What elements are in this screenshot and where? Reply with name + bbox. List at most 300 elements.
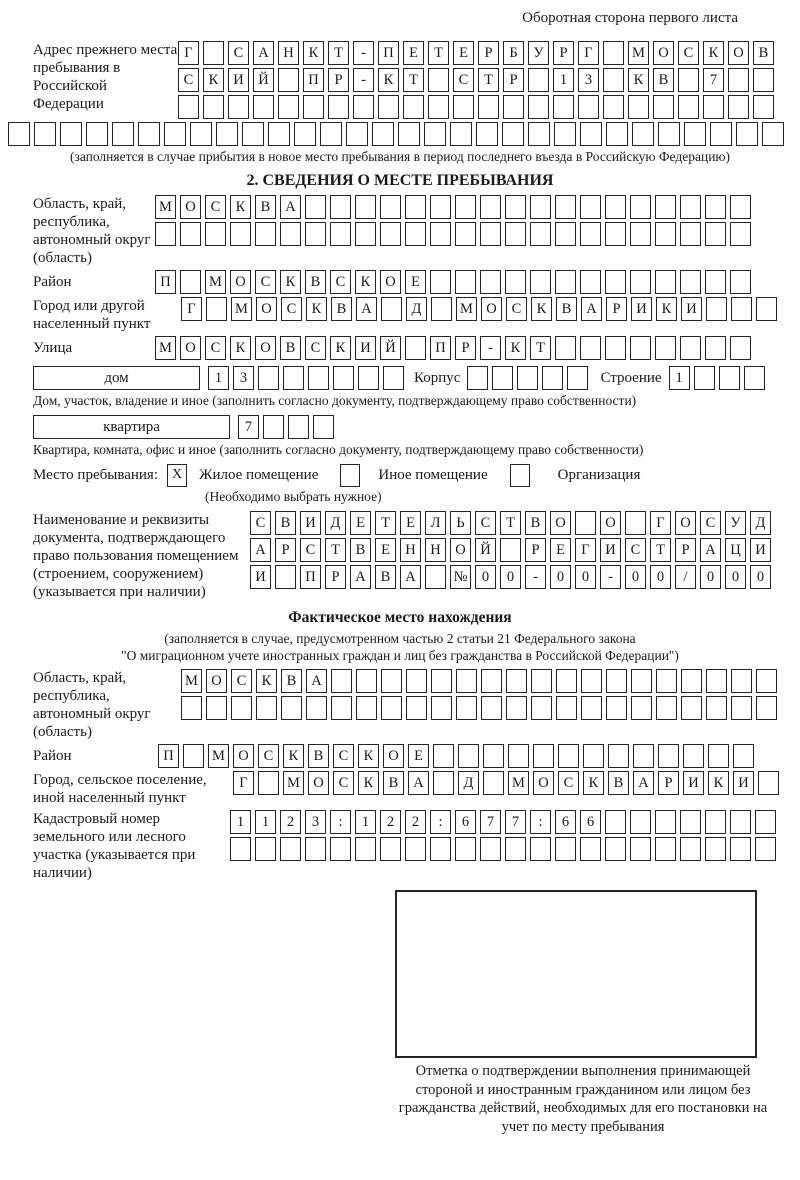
char-cell[interactable]: Т — [328, 41, 349, 65]
char-cell[interactable]: 0 — [575, 565, 596, 589]
char-cell[interactable] — [567, 366, 588, 390]
char-cell[interactable]: С — [205, 336, 226, 360]
char-cell[interactable] — [405, 837, 426, 861]
char-cell[interactable]: 2 — [380, 810, 401, 834]
char-cell[interactable]: О — [180, 195, 201, 219]
char-cell[interactable] — [430, 270, 451, 294]
char-cell[interactable]: И — [355, 336, 376, 360]
char-cell[interactable]: 0 — [625, 565, 646, 589]
char-cell[interactable]: К — [256, 669, 277, 693]
char-cell[interactable] — [355, 837, 376, 861]
char-cell[interactable] — [505, 195, 526, 219]
char-cell[interactable]: - — [353, 41, 374, 65]
char-cell[interactable] — [431, 297, 452, 321]
char-cell[interactable]: С — [678, 41, 699, 65]
char-cell[interactable] — [206, 696, 227, 720]
char-cell[interactable] — [730, 810, 751, 834]
char-cell[interactable] — [268, 122, 290, 146]
char-cell[interactable] — [508, 744, 529, 768]
char-cell[interactable]: М — [628, 41, 649, 65]
char-cell[interactable]: Е — [453, 41, 474, 65]
char-cell[interactable]: Т — [478, 68, 499, 92]
char-cell[interactable]: С — [255, 270, 276, 294]
char-cell[interactable]: 0 — [725, 565, 746, 589]
char-cell[interactable] — [606, 696, 627, 720]
char-cell[interactable]: А — [408, 771, 429, 795]
char-cell[interactable] — [762, 122, 784, 146]
char-cell[interactable]: К — [628, 68, 649, 92]
char-cell[interactable]: Т — [650, 538, 671, 562]
char-cell[interactable] — [705, 810, 726, 834]
char-cell[interactable] — [180, 270, 201, 294]
char-cell[interactable]: / — [675, 565, 696, 589]
char-cell[interactable] — [506, 669, 527, 693]
char-cell[interactable] — [281, 696, 302, 720]
char-cell[interactable] — [178, 95, 199, 119]
char-cell[interactable]: П — [158, 744, 179, 768]
char-cell[interactable] — [530, 222, 551, 246]
char-cell[interactable] — [730, 336, 751, 360]
char-cell[interactable] — [632, 122, 654, 146]
char-cell[interactable] — [630, 336, 651, 360]
char-cell[interactable] — [656, 669, 677, 693]
char-cell[interactable] — [228, 95, 249, 119]
char-cell[interactable] — [381, 696, 402, 720]
char-cell[interactable] — [608, 744, 629, 768]
char-cell[interactable] — [480, 195, 501, 219]
char-cell[interactable] — [530, 195, 551, 219]
char-cell[interactable]: И — [681, 297, 702, 321]
char-cell[interactable] — [502, 122, 524, 146]
char-cell[interactable] — [681, 696, 702, 720]
char-cell[interactable]: 1 — [255, 810, 276, 834]
char-cell[interactable] — [655, 222, 676, 246]
char-cell[interactable]: Д — [325, 511, 346, 535]
char-cell[interactable] — [398, 122, 420, 146]
char-cell[interactable] — [356, 669, 377, 693]
char-cell[interactable] — [531, 696, 552, 720]
char-cell[interactable] — [383, 366, 404, 390]
char-cell[interactable] — [255, 837, 276, 861]
char-cell[interactable]: К — [656, 297, 677, 321]
char-cell[interactable] — [681, 669, 702, 693]
char-cell[interactable]: 1 — [553, 68, 574, 92]
house-type-box[interactable]: дом — [33, 366, 200, 390]
char-cell[interactable]: О — [533, 771, 554, 795]
char-cell[interactable]: Г — [575, 538, 596, 562]
char-cell[interactable]: Д — [458, 771, 479, 795]
char-cell[interactable] — [580, 270, 601, 294]
char-cell[interactable]: 0 — [700, 565, 721, 589]
char-cell[interactable]: Ц — [725, 538, 746, 562]
char-cell[interactable]: 2 — [280, 810, 301, 834]
char-cell[interactable] — [356, 696, 377, 720]
char-cell[interactable] — [683, 744, 704, 768]
char-cell[interactable] — [528, 95, 549, 119]
char-cell[interactable] — [730, 270, 751, 294]
char-cell[interactable] — [705, 222, 726, 246]
char-cell[interactable] — [138, 122, 160, 146]
char-cell[interactable]: Р — [503, 68, 524, 92]
char-cell[interactable] — [8, 122, 30, 146]
char-cell[interactable]: Т — [500, 511, 521, 535]
char-cell[interactable] — [630, 837, 651, 861]
char-cell[interactable]: О — [230, 270, 251, 294]
char-cell[interactable]: 7 — [505, 810, 526, 834]
char-cell[interactable]: О — [256, 297, 277, 321]
char-cell[interactable]: С — [205, 195, 226, 219]
char-cell[interactable] — [605, 195, 626, 219]
char-cell[interactable] — [433, 744, 454, 768]
char-cell[interactable] — [308, 366, 329, 390]
char-cell[interactable] — [753, 68, 774, 92]
char-cell[interactable] — [275, 565, 296, 589]
char-cell[interactable] — [467, 366, 488, 390]
char-cell[interactable]: Й — [253, 68, 274, 92]
char-cell[interactable]: К — [303, 41, 324, 65]
char-cell[interactable] — [280, 837, 301, 861]
char-cell[interactable]: 7 — [480, 810, 501, 834]
char-cell[interactable] — [655, 195, 676, 219]
char-cell[interactable] — [505, 270, 526, 294]
char-cell[interactable]: Л — [425, 511, 446, 535]
char-cell[interactable]: А — [356, 297, 377, 321]
char-cell[interactable]: С — [231, 669, 252, 693]
char-cell[interactable] — [705, 270, 726, 294]
char-cell[interactable]: Р — [478, 41, 499, 65]
char-cell[interactable]: С — [333, 771, 354, 795]
char-cell[interactable] — [330, 837, 351, 861]
char-cell[interactable] — [500, 538, 521, 562]
char-cell[interactable] — [278, 95, 299, 119]
char-cell[interactable] — [453, 95, 474, 119]
char-cell[interactable]: М — [508, 771, 529, 795]
char-cell[interactable]: С — [453, 68, 474, 92]
char-cell[interactable] — [680, 195, 701, 219]
char-cell[interactable]: : — [530, 810, 551, 834]
char-cell[interactable] — [528, 122, 550, 146]
char-cell[interactable] — [655, 270, 676, 294]
char-cell[interactable]: Н — [425, 538, 446, 562]
char-cell[interactable] — [684, 122, 706, 146]
char-cell[interactable]: Е — [375, 538, 396, 562]
char-cell[interactable]: Р — [455, 336, 476, 360]
char-cell[interactable]: В — [525, 511, 546, 535]
char-cell[interactable] — [230, 837, 251, 861]
char-cell[interactable]: Е — [350, 511, 371, 535]
char-cell[interactable] — [517, 366, 538, 390]
char-cell[interactable] — [744, 366, 765, 390]
char-cell[interactable] — [680, 810, 701, 834]
char-cell[interactable] — [653, 95, 674, 119]
char-cell[interactable]: № — [450, 565, 471, 589]
char-cell[interactable] — [583, 744, 604, 768]
char-cell[interactable] — [428, 68, 449, 92]
char-cell[interactable] — [706, 297, 727, 321]
char-cell[interactable] — [706, 696, 727, 720]
char-cell[interactable]: А — [633, 771, 654, 795]
char-cell[interactable] — [255, 222, 276, 246]
char-cell[interactable] — [555, 195, 576, 219]
char-cell[interactable] — [505, 222, 526, 246]
char-cell[interactable] — [728, 95, 749, 119]
char-cell[interactable]: М — [456, 297, 477, 321]
char-cell[interactable]: Е — [408, 744, 429, 768]
char-cell[interactable]: С — [178, 68, 199, 92]
char-cell[interactable]: В — [281, 669, 302, 693]
char-cell[interactable]: Д — [406, 297, 427, 321]
char-cell[interactable] — [203, 95, 224, 119]
char-cell[interactable]: В — [556, 297, 577, 321]
char-cell[interactable] — [505, 837, 526, 861]
char-cell[interactable] — [658, 744, 679, 768]
char-cell[interactable]: Ь — [450, 511, 471, 535]
char-cell[interactable]: В — [383, 771, 404, 795]
char-cell[interactable] — [483, 744, 504, 768]
char-cell[interactable] — [283, 366, 304, 390]
char-cell[interactable]: Р — [658, 771, 679, 795]
char-cell[interactable] — [478, 95, 499, 119]
char-cell[interactable] — [556, 696, 577, 720]
char-cell[interactable]: А — [250, 538, 271, 562]
char-cell[interactable] — [480, 270, 501, 294]
char-cell[interactable] — [630, 270, 651, 294]
char-cell[interactable]: В — [255, 195, 276, 219]
char-cell[interactable] — [528, 68, 549, 92]
char-cell[interactable] — [381, 297, 402, 321]
char-cell[interactable] — [253, 95, 274, 119]
char-cell[interactable] — [190, 122, 212, 146]
char-cell[interactable] — [216, 122, 238, 146]
char-cell[interactable]: К — [230, 336, 251, 360]
char-cell[interactable]: О — [728, 41, 749, 65]
char-cell[interactable]: О — [481, 297, 502, 321]
char-cell[interactable]: К — [378, 68, 399, 92]
char-cell[interactable]: С — [558, 771, 579, 795]
char-cell[interactable] — [580, 122, 602, 146]
char-cell[interactable]: А — [306, 669, 327, 693]
char-cell[interactable]: С — [228, 41, 249, 65]
char-cell[interactable] — [710, 122, 732, 146]
char-cell[interactable]: Е — [403, 41, 424, 65]
char-cell[interactable]: У — [528, 41, 549, 65]
char-cell[interactable]: 1 — [230, 810, 251, 834]
char-cell[interactable]: 7 — [238, 415, 259, 439]
char-cell[interactable]: Т — [428, 41, 449, 65]
char-cell[interactable] — [256, 696, 277, 720]
char-cell[interactable]: К — [505, 336, 526, 360]
char-cell[interactable] — [731, 669, 752, 693]
char-cell[interactable] — [180, 222, 201, 246]
char-cell[interactable] — [278, 68, 299, 92]
char-cell[interactable] — [263, 415, 284, 439]
char-cell[interactable] — [581, 669, 602, 693]
char-cell[interactable]: У — [725, 511, 746, 535]
char-cell[interactable]: К — [306, 297, 327, 321]
char-cell[interactable] — [678, 68, 699, 92]
char-cell[interactable] — [328, 95, 349, 119]
char-cell[interactable] — [405, 195, 426, 219]
char-cell[interactable]: С — [475, 511, 496, 535]
char-cell[interactable] — [258, 366, 279, 390]
char-cell[interactable] — [405, 336, 426, 360]
char-cell[interactable] — [430, 222, 451, 246]
char-cell[interactable] — [554, 122, 576, 146]
char-cell[interactable]: К — [203, 68, 224, 92]
char-cell[interactable]: М — [208, 744, 229, 768]
char-cell[interactable]: Н — [400, 538, 421, 562]
char-cell[interactable] — [60, 122, 82, 146]
char-cell[interactable] — [728, 68, 749, 92]
char-cell[interactable] — [555, 837, 576, 861]
char-cell[interactable]: Г — [233, 771, 254, 795]
char-cell[interactable]: К — [583, 771, 604, 795]
char-cell[interactable]: В — [308, 744, 329, 768]
char-cell[interactable]: 6 — [555, 810, 576, 834]
char-cell[interactable]: О — [308, 771, 329, 795]
char-cell[interactable] — [355, 222, 376, 246]
char-cell[interactable] — [431, 669, 452, 693]
char-cell[interactable]: 1 — [669, 366, 690, 390]
char-cell[interactable] — [305, 837, 326, 861]
char-cell[interactable]: О — [380, 270, 401, 294]
char-cell[interactable]: Е — [550, 538, 571, 562]
char-cell[interactable]: И — [250, 565, 271, 589]
char-cell[interactable] — [630, 222, 651, 246]
char-cell[interactable] — [753, 95, 774, 119]
char-cell[interactable]: Р — [325, 565, 346, 589]
char-cell[interactable]: Р — [275, 538, 296, 562]
char-cell[interactable] — [258, 771, 279, 795]
char-cell[interactable] — [680, 270, 701, 294]
other-premises-checkbox[interactable] — [340, 464, 360, 487]
char-cell[interactable] — [306, 696, 327, 720]
char-cell[interactable]: П — [155, 270, 176, 294]
char-cell[interactable] — [628, 95, 649, 119]
char-cell[interactable] — [733, 744, 754, 768]
char-cell[interactable]: К — [355, 270, 376, 294]
char-cell[interactable]: - — [480, 336, 501, 360]
char-cell[interactable] — [555, 336, 576, 360]
char-cell[interactable]: Н — [278, 41, 299, 65]
char-cell[interactable] — [533, 744, 554, 768]
char-cell[interactable] — [705, 837, 726, 861]
char-cell[interactable] — [678, 95, 699, 119]
char-cell[interactable] — [656, 696, 677, 720]
char-cell[interactable] — [503, 95, 524, 119]
char-cell[interactable]: К — [330, 336, 351, 360]
char-cell[interactable]: К — [230, 195, 251, 219]
char-cell[interactable] — [330, 222, 351, 246]
char-cell[interactable]: 0 — [650, 565, 671, 589]
char-cell[interactable] — [331, 669, 352, 693]
char-cell[interactable] — [758, 771, 779, 795]
char-cell[interactable] — [755, 810, 776, 834]
char-cell[interactable] — [706, 669, 727, 693]
char-cell[interactable]: В — [608, 771, 629, 795]
char-cell[interactable]: А — [700, 538, 721, 562]
char-cell[interactable] — [480, 222, 501, 246]
char-cell[interactable] — [203, 41, 224, 65]
char-cell[interactable] — [320, 122, 342, 146]
char-cell[interactable]: Т — [403, 68, 424, 92]
char-cell[interactable]: К — [708, 771, 729, 795]
char-cell[interactable] — [603, 68, 624, 92]
char-cell[interactable]: А — [400, 565, 421, 589]
char-cell[interactable]: Д — [750, 511, 771, 535]
char-cell[interactable]: 7 — [703, 68, 724, 92]
char-cell[interactable]: Р — [328, 68, 349, 92]
char-cell[interactable]: В — [275, 511, 296, 535]
char-cell[interactable] — [580, 222, 601, 246]
char-cell[interactable]: В — [350, 538, 371, 562]
char-cell[interactable] — [181, 696, 202, 720]
char-cell[interactable] — [705, 195, 726, 219]
char-cell[interactable] — [756, 297, 777, 321]
char-cell[interactable] — [625, 511, 646, 535]
char-cell[interactable] — [605, 837, 626, 861]
char-cell[interactable] — [655, 837, 676, 861]
char-cell[interactable] — [705, 336, 726, 360]
char-cell[interactable]: - — [353, 68, 374, 92]
char-cell[interactable] — [242, 122, 264, 146]
char-cell[interactable] — [231, 696, 252, 720]
char-cell[interactable] — [530, 270, 551, 294]
char-cell[interactable]: С — [250, 511, 271, 535]
char-cell[interactable]: И — [300, 511, 321, 535]
char-cell[interactable] — [719, 366, 740, 390]
char-cell[interactable] — [633, 744, 654, 768]
char-cell[interactable]: С — [333, 744, 354, 768]
apartment-type-box[interactable]: квартира — [33, 415, 230, 439]
char-cell[interactable] — [355, 195, 376, 219]
char-cell[interactable] — [280, 222, 301, 246]
char-cell[interactable] — [183, 744, 204, 768]
char-cell[interactable]: В — [280, 336, 301, 360]
char-cell[interactable] — [580, 336, 601, 360]
char-cell[interactable]: Р — [525, 538, 546, 562]
char-cell[interactable] — [313, 415, 334, 439]
char-cell[interactable]: О — [206, 669, 227, 693]
char-cell[interactable] — [680, 222, 701, 246]
char-cell[interactable] — [458, 744, 479, 768]
char-cell[interactable] — [456, 696, 477, 720]
char-cell[interactable] — [531, 669, 552, 693]
char-cell[interactable]: Е — [405, 270, 426, 294]
char-cell[interactable] — [372, 122, 394, 146]
char-cell[interactable] — [603, 41, 624, 65]
char-cell[interactable] — [380, 837, 401, 861]
char-cell[interactable] — [581, 696, 602, 720]
char-cell[interactable] — [205, 222, 226, 246]
residential-checkbox[interactable]: X — [167, 464, 187, 487]
char-cell[interactable] — [425, 565, 446, 589]
char-cell[interactable] — [430, 195, 451, 219]
char-cell[interactable]: П — [378, 41, 399, 65]
char-cell[interactable]: Т — [375, 511, 396, 535]
char-cell[interactable]: О — [550, 511, 571, 535]
char-cell[interactable]: О — [233, 744, 254, 768]
char-cell[interactable] — [483, 771, 504, 795]
char-cell[interactable] — [578, 95, 599, 119]
char-cell[interactable]: Г — [650, 511, 671, 535]
char-cell[interactable]: С — [625, 538, 646, 562]
char-cell[interactable]: И — [228, 68, 249, 92]
char-cell[interactable] — [542, 366, 563, 390]
char-cell[interactable]: О — [600, 511, 621, 535]
char-cell[interactable] — [555, 270, 576, 294]
char-cell[interactable] — [506, 696, 527, 720]
